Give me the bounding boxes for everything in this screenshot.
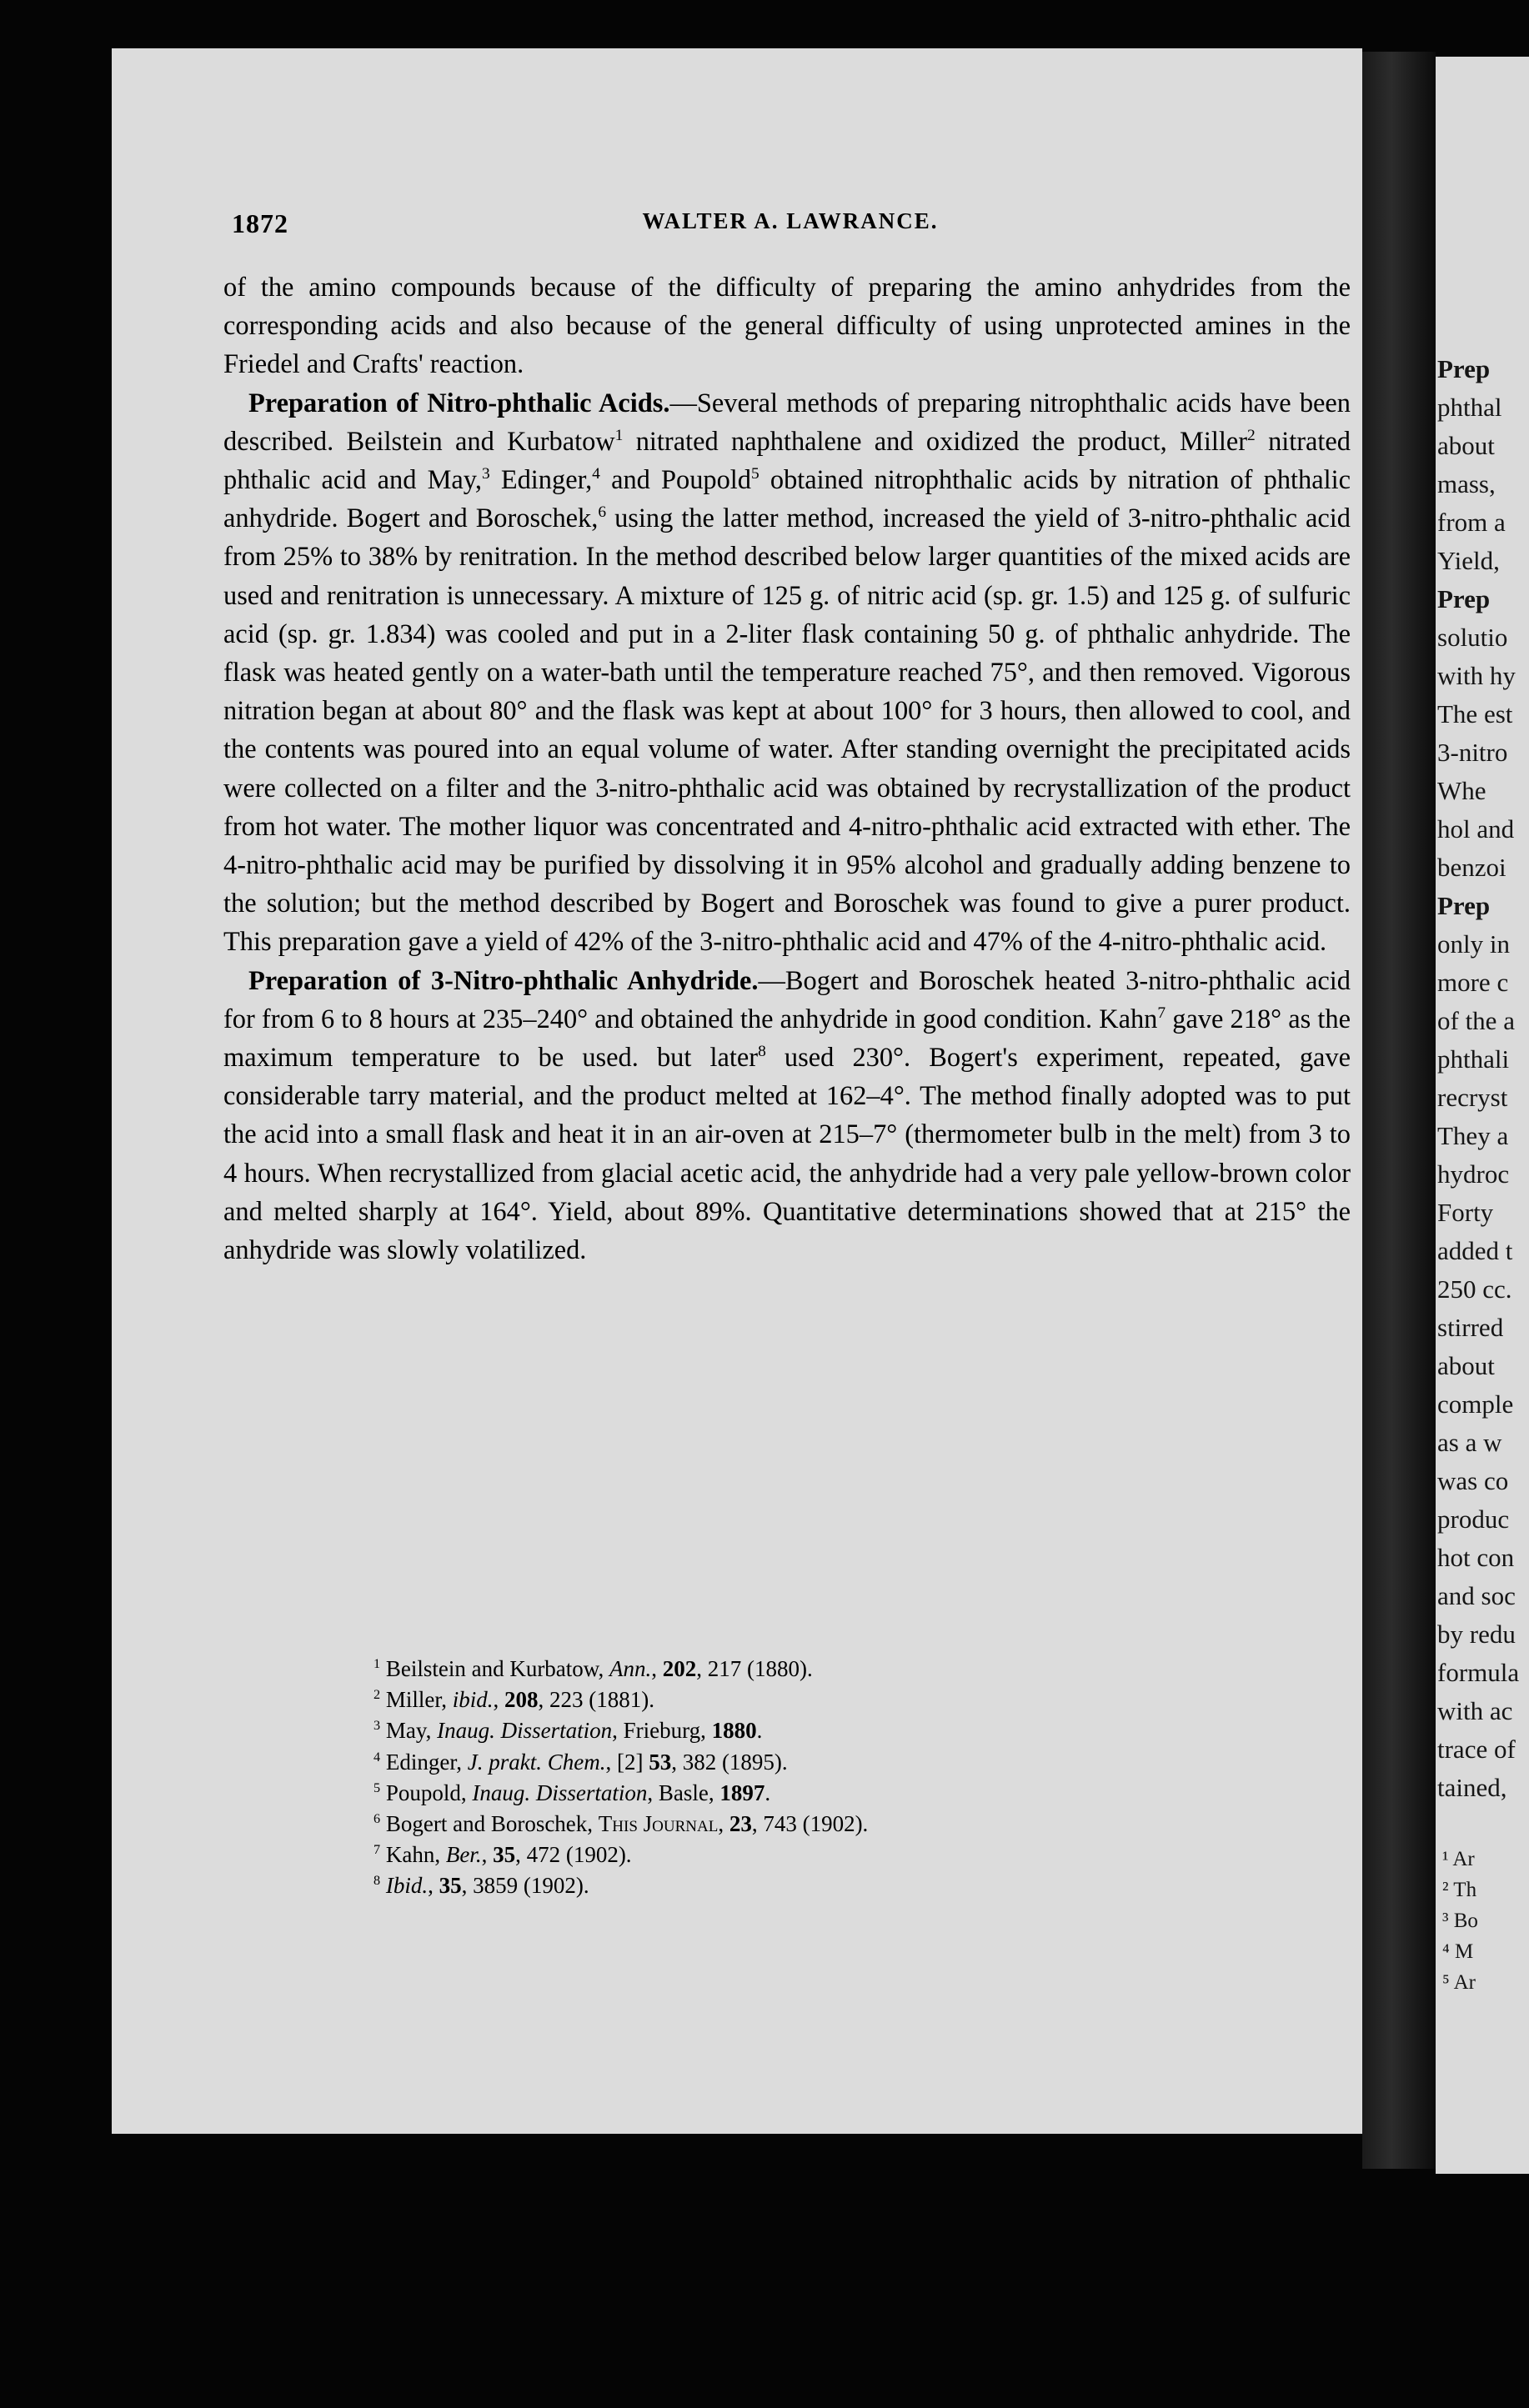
right-page-line: hydroc bbox=[1437, 1159, 1510, 1189]
right-page-line: by redu bbox=[1437, 1620, 1516, 1649]
footnote-volume: 35 bbox=[493, 1842, 516, 1868]
right-page-line: more c bbox=[1437, 968, 1509, 997]
right-page-line: They a bbox=[1437, 1121, 1509, 1150]
footnote-source: Ber. bbox=[445, 1842, 482, 1868]
footnote bbox=[373, 1809, 1291, 1840]
footnote bbox=[373, 1778, 1291, 1809]
footnote-ref: 7 bbox=[1157, 1004, 1166, 1023]
footnote-text: , 472 (1902). bbox=[515, 1842, 632, 1868]
page-header bbox=[232, 208, 1349, 242]
footnote-number: 6 bbox=[373, 1811, 381, 1827]
footnote-ref: 8 bbox=[758, 1043, 766, 1061]
footnote-volume: 208 bbox=[504, 1687, 539, 1713]
footnote-volume: 53 bbox=[649, 1749, 672, 1775]
footnote-text: Kahn, bbox=[385, 1842, 446, 1868]
right-page-edge bbox=[1436, 57, 1529, 2174]
footnote-text: Edinger, bbox=[385, 1749, 468, 1775]
footnote-number: 4 bbox=[373, 1749, 381, 1765]
footnote-text: , bbox=[651, 1656, 663, 1681]
footnote-text: , [2] bbox=[605, 1749, 649, 1775]
right-page-line: stirred bbox=[1437, 1313, 1504, 1342]
right-page-footnote: ³ Bo bbox=[1442, 1910, 1478, 1932]
paragraph-text: —Bogert and Boroschek heated 3-nitro-phthalic acid for from 6 to 8 hours at 235–240° and obtained the anhydride in good condition. Kahn bbox=[223, 965, 1351, 1034]
right-page-footnote: ⁴ M bbox=[1442, 1940, 1474, 1963]
footnote-text: , 743 (1902). bbox=[751, 1811, 869, 1837]
right-page-line: 250 cc. bbox=[1437, 1274, 1512, 1304]
right-page-line: as a w bbox=[1437, 1428, 1502, 1457]
right-page-footnote: ¹ Ar bbox=[1442, 1848, 1475, 1870]
right-page-line: and soc bbox=[1437, 1581, 1516, 1610]
right-page-line: Whe bbox=[1437, 776, 1486, 805]
footnote-ref: 2 bbox=[1247, 427, 1256, 445]
right-page-line: from a bbox=[1437, 508, 1506, 537]
footnote-text: , Basle, bbox=[647, 1780, 720, 1805]
footnote-volume: 35 bbox=[439, 1873, 462, 1899]
right-page-line: 3-nitro bbox=[1437, 738, 1508, 767]
footnote bbox=[373, 1840, 1291, 1870]
right-page-line: Forty bbox=[1437, 1198, 1494, 1227]
right-page-line: trace of bbox=[1437, 1735, 1516, 1764]
footnote-number: 3 bbox=[373, 1718, 381, 1734]
right-page-line: about bbox=[1437, 1351, 1495, 1380]
right-page-line: of the a bbox=[1437, 1006, 1515, 1035]
right-page-line: Prep bbox=[1437, 891, 1491, 920]
footnote-text: , 217 (1880). bbox=[696, 1656, 813, 1681]
footnote-volume: 1880 bbox=[711, 1718, 757, 1744]
footnote-volume: 23 bbox=[729, 1811, 752, 1837]
footnote-source: Ann. bbox=[609, 1656, 652, 1681]
footnote-number: 8 bbox=[373, 1873, 381, 1889]
paragraph-text: and Poupold bbox=[599, 465, 751, 496]
right-page-line: was co bbox=[1437, 1466, 1509, 1495]
footnote-ref: 1 bbox=[614, 427, 624, 445]
footnote-text: , bbox=[428, 1873, 439, 1899]
footnote-text: Miller, bbox=[385, 1687, 453, 1713]
footnote-text: Bogert and Boroschek, bbox=[385, 1811, 599, 1837]
right-page-line: added t bbox=[1437, 1236, 1513, 1265]
right-page-line: with ac bbox=[1437, 1696, 1513, 1725]
footnote bbox=[373, 1715, 1291, 1746]
right-page-line: about bbox=[1437, 431, 1495, 460]
footnote-text: . bbox=[764, 1780, 771, 1805]
paragraph-text: gave 218° as the maximum temperature to be used. but later bbox=[223, 1004, 1351, 1074]
footnotes bbox=[373, 1654, 1291, 1902]
right-page-line: hot con bbox=[1437, 1543, 1515, 1572]
footnote-text: , bbox=[481, 1842, 494, 1868]
footnote-ref: 4 bbox=[592, 465, 600, 483]
right-page-line: phthali bbox=[1437, 1044, 1510, 1074]
footnote-source: J. prakt. Chem. bbox=[467, 1749, 606, 1775]
right-page-line: with hy bbox=[1437, 661, 1516, 690]
footnote-text: , 382 (1895). bbox=[671, 1749, 788, 1775]
right-page-footnote: ⁵ Ar bbox=[1442, 1971, 1476, 1994]
footnote-volume: 1897 bbox=[719, 1780, 765, 1805]
footnote-text: , bbox=[718, 1811, 729, 1837]
right-page-line: hol and bbox=[1437, 814, 1515, 844]
footnote-number: 1 bbox=[373, 1656, 381, 1671]
footnote-source: Inaug. Dissertation bbox=[472, 1780, 648, 1805]
section-heading-nitro-phthalic-acids: Preparation of Nitro-phthalic Acids. bbox=[248, 388, 670, 418]
book-gutter bbox=[1362, 52, 1436, 2169]
running-head: WALTER A. LAWRANCE. bbox=[642, 208, 939, 233]
paragraph-text: using the latter method, increased the yield of 3-nitro-phthalic acid from 25% to 38% by renitration. In the method described below larger quantities of the mixed acids are used and renitration is unnecessary. A mixture of 125 g. of nitric acid (sp. gr. 1.5) and 125 g. of sulfuric acid (sp. gr. 1.834) was cooled and put in a 2-liter flask containing 50 g. of phthalic anhydride. The flask was heated gently on a water-bath until the temperature reached 75°, and then removed. Vigorous nitration began at about 80° and the flask was kept at about 100° for 3 hours, then allowed to cool, and the contents was poured into an equal volume of water. After standing overnight the precipitated acids were collected on a filter and the 3-nitro-phthalic acid was obtained by recrystallization of the product from hot water. The mother liquor was concentrated and 4-nitro-phthalic acid extracted with ether. The 4-nitro-phthalic acid may be purified by dissolving it in 95% alcohol and gradually adding benzene to the solution; but the method described by Bogert and Boroschek was found to give a purer product. This preparation gave a yield of 42% of the 3-nitro-phthalic acid and 47% of the 4-nitro-phthalic acid. bbox=[223, 503, 1351, 958]
footnote-text: Beilstein and Kurbatow, bbox=[385, 1656, 610, 1681]
footnote-number: 5 bbox=[373, 1780, 381, 1795]
page-number: 1872 bbox=[232, 208, 288, 238]
footnote-text: , bbox=[493, 1687, 505, 1713]
right-page-footnotes bbox=[1442, 1844, 1478, 1998]
footnote-source: Ibid. bbox=[385, 1873, 429, 1899]
footnote-text: , Frieburg, bbox=[612, 1718, 712, 1744]
right-page-line: comple bbox=[1437, 1389, 1514, 1419]
footnote bbox=[373, 1685, 1291, 1715]
right-page-line: recryst bbox=[1437, 1083, 1508, 1112]
footnote-source: Inaug. Dissertation bbox=[437, 1718, 613, 1744]
footnote-text: . bbox=[756, 1718, 763, 1744]
paragraph-text: —Several methods of preparing nitrophthalic acids have been described. Beilstein and Kurbatow bbox=[223, 388, 1351, 457]
paragraph-text: Edinger, bbox=[489, 465, 593, 496]
right-page-line: Yield, bbox=[1437, 546, 1500, 575]
right-page-line: formula bbox=[1437, 1658, 1520, 1687]
footnote bbox=[373, 1747, 1291, 1778]
paragraph-continued: of the amino compounds because of the difficulty of preparing the amino anhydrides from the corresponding acids and also because of the general difficulty of using unprotected amines in the Friedel and Crafts' reaction. bbox=[223, 273, 1351, 380]
footnote-ref: 6 bbox=[598, 503, 607, 522]
right-page-line: Prep bbox=[1437, 584, 1491, 613]
paragraph-text: nitrated naphthalene and oxidized the product, Miller bbox=[623, 426, 1248, 457]
footnote-text: Poupold, bbox=[385, 1780, 473, 1805]
footnote-ref: 3 bbox=[481, 465, 490, 483]
paragraph-text: obtained nitrophthalic acids by nitration of phthalic anhydride. Bogert and Boroschek, bbox=[223, 465, 1351, 534]
footnote-text: , 223 (1881). bbox=[538, 1687, 654, 1713]
paragraph-text: used 230°. Bogert's experiment, repeated, gave considerable tarry material, and the product melted at 162–4°. The method finally adopted was to put the acid into a small flask and heat it in an air-oven at 215–7° (thermometer bulb in the melt) from 3 to 4 hours. When recrystallized from glacial acetic acid, the anhydride had a very pale yellow-brown color and melted sharply at 164°. Yield, about 89%. Quantitative determinations showed that at 215° the anhydride was slowly volatilized. bbox=[223, 1043, 1351, 1266]
right-page-line: phthal bbox=[1437, 393, 1502, 422]
footnote-number: 7 bbox=[373, 1842, 381, 1858]
right-page-line: solutio bbox=[1437, 623, 1508, 652]
article-body bbox=[223, 268, 1351, 1269]
footnote-source: ibid. bbox=[452, 1687, 494, 1713]
right-page-line: produc bbox=[1437, 1504, 1510, 1534]
right-page-line: Prep bbox=[1437, 354, 1491, 383]
paragraph-text: nitrated phthalic acid and May, bbox=[223, 426, 1351, 496]
right-page-text bbox=[1437, 350, 1529, 1807]
paragraph-nitro-phthalic-acids bbox=[223, 384, 1351, 962]
footnote-text: May, bbox=[385, 1718, 438, 1744]
footnote bbox=[373, 1870, 1291, 1901]
footnote-volume: 202 bbox=[662, 1656, 697, 1681]
right-page-line: benzoi bbox=[1437, 853, 1506, 882]
paragraph-nitro-phthalic-anhydride bbox=[223, 962, 1351, 1270]
right-page-line: mass, bbox=[1437, 469, 1496, 498]
right-page-footnote: ² Th bbox=[1442, 1879, 1477, 1901]
footnote-text: , 3859 (1902). bbox=[461, 1873, 589, 1899]
right-page-line: only in bbox=[1437, 929, 1510, 959]
right-page-line: The est bbox=[1437, 699, 1513, 728]
right-page-line: tained, bbox=[1437, 1773, 1507, 1802]
section-heading-nitro-phthalic-anhydride: Preparation of 3-Nitro-phthalic Anhydride. bbox=[248, 965, 759, 996]
footnote-ref: 5 bbox=[751, 465, 759, 483]
footnote bbox=[373, 1654, 1291, 1685]
footnote-number: 2 bbox=[373, 1687, 381, 1703]
footnote-source: This Journal bbox=[598, 1811, 719, 1837]
